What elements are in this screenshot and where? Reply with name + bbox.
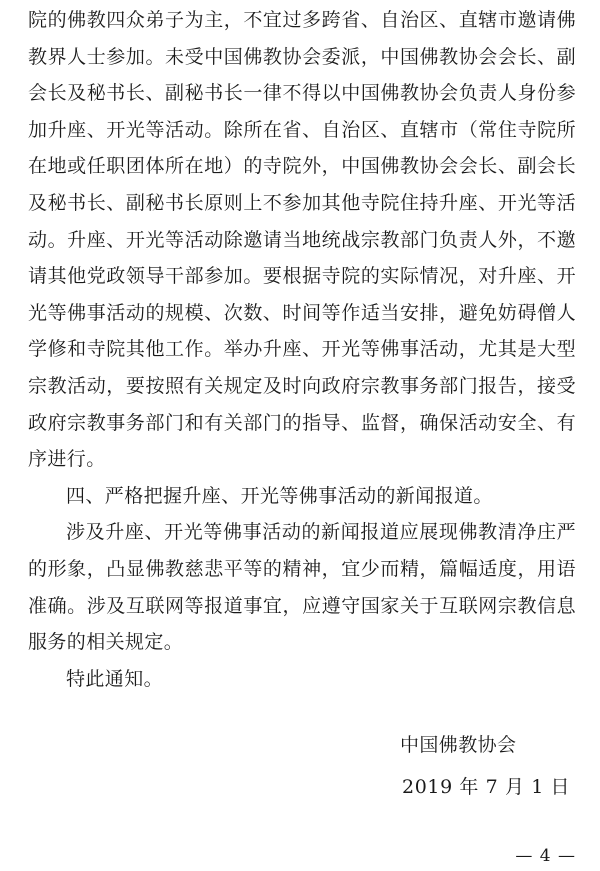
document-page — [28, 0, 576, 697]
page-number: — 4 — — [515, 846, 576, 866]
signature-date: 2019 年 7 月 1 日 — [402, 776, 571, 798]
paragraph-continued: 院的佛教四众弟子为主，不宜过多跨省、自治区、直辖市邀请佛教界人士参加。未受中国佛教协会委派，中国佛教协会会长、副会长及秘书长、副秘书长一律不得以中国佛教协会负责人身份参加升座、开光等活动。除所在省、自治区、直辖市（常住寺院所在地或任职团体所在地）的寺院外，中国佛教协会会长、副会长及秘书长、副秘书长原则上不参加其他寺院住持升座、开光等活动。升座、开光等活动除邀请当地统战宗教部门负责人外，不邀请其他党政领导干部参加。要根据寺院的实际情况，对升座、开光等佛事活动的规模、次数、时间等作适当安排，避免妨碍僧人学修和寺院其他工作。举办升座、开光等佛事活动，尤其是大型宗教活动，要按照有关规定及时向政府宗教事务部门报告，接受政府宗教事务部门和有关部门的指导、监督，确保活动安全、有序进行。 — [28, 9, 576, 471]
section-4-heading: 四、严格把握升座、开光等佛事活动的新闻报道。 — [66, 484, 493, 507]
section-4-body: 涉及升座、开光等佛事活动的新闻报道应展现佛教清净庄严的形象，凸显佛教慈悲平等的精神，宜少而精，篇幅适度，用语准确。涉及互联网等报道事宜，应遵守国家关于互联网宗教信息服务的相关规定。 — [28, 521, 576, 654]
closing-remark: 特此通知。 — [66, 667, 164, 690]
signature-organization: 中国佛教协会 — [400, 734, 517, 756]
